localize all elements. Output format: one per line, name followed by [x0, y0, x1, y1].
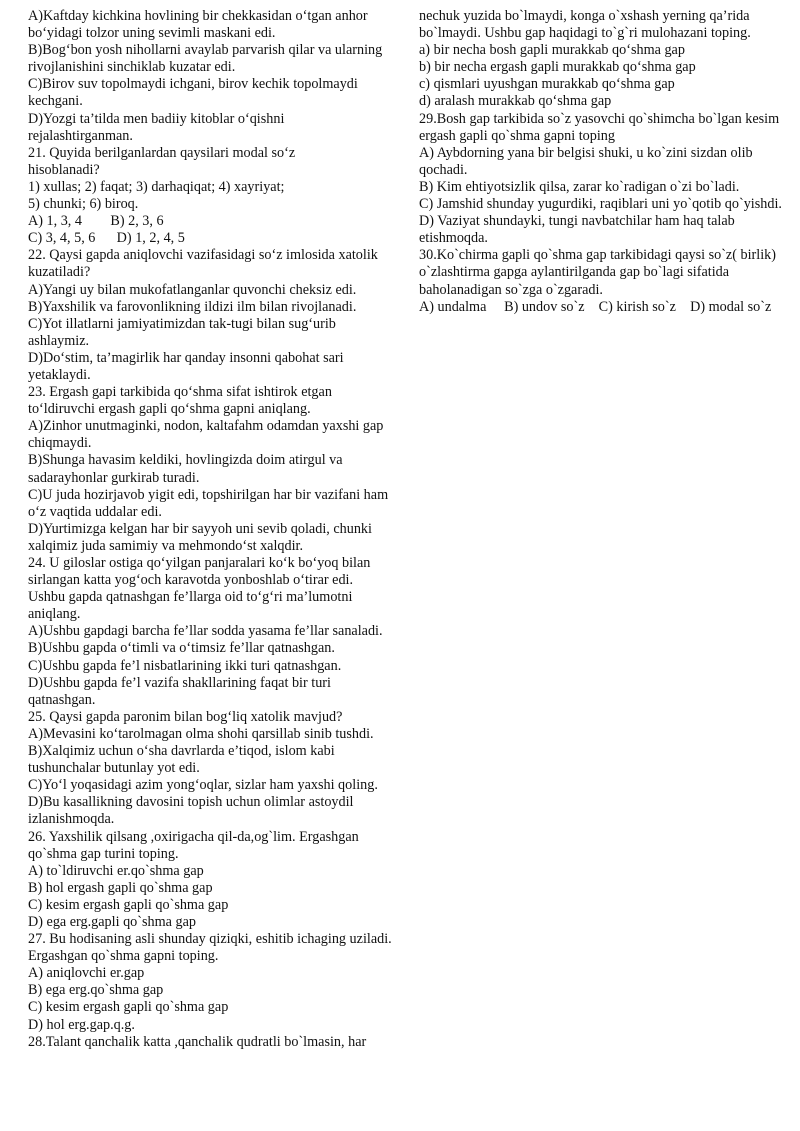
- text-line: 25. Qaysi gapda paronim bilan bog‘liq xatolik mavjud?: [28, 708, 343, 725]
- text-line: o‘z vaqtida uddalar edi.: [28, 503, 162, 520]
- text-line: kuzatiladi?: [28, 264, 91, 281]
- text-line: D)Yozgi ta’tilda men badiiy kitoblar o‘qishni: [28, 110, 285, 127]
- text-line: Ergashgan qo`shma gapni toping.: [28, 948, 219, 965]
- text-line: D)Bu kasallikning davosini topish uchun olimlar astoydil: [28, 794, 354, 811]
- text-line: 23. Ergash gapi tarkibida qo‘shma sifat ishtirok etgan: [28, 384, 332, 401]
- text-line: hisoblanadi?: [28, 161, 100, 178]
- text-line: D) ega erg.gapli qo`shma gap: [28, 913, 196, 930]
- text-line: bo‘yidagi tolzor uning sevimli maskani edi.: [28, 25, 276, 42]
- text-line: kechgani.: [28, 93, 83, 110]
- text-line: ergash gapli qo`shma gapni toping: [419, 127, 615, 144]
- text-line: 30.Ko`chirma gapli qo`shma gap tarkibidagi qaysi so`z( birlik): [419, 247, 776, 264]
- text-line: aniqlang.: [28, 606, 81, 623]
- text-line: C) kesim ergash gapli qo`shma gap: [28, 896, 229, 913]
- text-line: xalqimiz juda samimiy va mehmondo‘st xalqdir.: [28, 537, 304, 554]
- text-line: 21. Quyida berilganlardan qaysilari modal so‘z: [28, 144, 296, 161]
- text-line: C)Birov suv topolmaydi ichgani, birov kechik topolmaydi: [28, 76, 358, 93]
- text-line: D)Ushbu gapda fe’l vazifa shakllarining faqat bir turi: [28, 674, 331, 691]
- text-line: c) qismlari uyushgan murakkab qo‘shma gap: [419, 76, 675, 93]
- text-line: 28.Talant qanchalik katta ,qanchalik qudratli bo`lmasin, har: [28, 1033, 367, 1050]
- text-line: D)Yurtimizga kelgan har bir sayyoh uni sevib qoladi, chunki: [28, 520, 372, 537]
- text-line: A) Aybdorning yana bir belgisi shuki, u ko`zini sizdan olib: [419, 144, 753, 161]
- text-line: baholanadigan so`zga o`zgaradi.: [419, 281, 603, 298]
- text-line: C)Yot illatlarni jamiyatimizdan tak-tugi bilan sug‘urib: [28, 315, 336, 332]
- text-line: A)Zinhor unutmaginki, nodon, kaltafahm odamdan yaxshi gap: [28, 418, 384, 435]
- text-line: tushunchalar butunlay yot edi.: [28, 760, 200, 777]
- text-line: nechuk yuzida bo`lmaydi, konga o`xshash yerning qa’rida: [419, 8, 750, 24]
- text-line: qatnashgan.: [28, 691, 96, 708]
- text-line: 24. U giloslar ostiga qo‘yilgan panjaralari ko‘k bo‘yoq bilan: [28, 555, 371, 571]
- text-line: B) hol ergash gapli qo`shma gap: [28, 879, 213, 896]
- text-line: Ushbu gapda qatnashgan fe’llarga oid to‘g‘ri ma’lumotni: [28, 589, 353, 606]
- text-line: sadarayhonlar gurkirab turadi.: [28, 469, 200, 486]
- text-line: D) Vaziyat shundayki, tungi navbatchilar ham haq talab: [419, 213, 735, 230]
- left-column: [28, 8, 410, 1051]
- text-line: 27. Bu hodisaning asli shunday qiziqki, eshitib ichaging uziladi.: [28, 931, 392, 948]
- text-line: B)Bog‘bon yosh nihollarni avaylab parvarish qilar va ularning: [28, 42, 383, 59]
- text-line: o`zlashtirma gapga aylantirilganda gap bo`lagi sifatida: [419, 264, 730, 281]
- text-line: bo`lmaydi. Ushbu gap haqidagi to`g`ri mulohazani toping.: [419, 25, 751, 42]
- text-line: B)Yaxshilik va farovonlikning ildizi ilm bilan rivojlanadi.: [28, 298, 357, 315]
- text-line: rivojlanishini sinchiklab kuzatar edi.: [28, 59, 236, 76]
- text-line: 22. Qaysi gapda aniqlovchi vazifasidagi so‘z imlosida xatolik: [28, 247, 378, 264]
- text-line: A)Kaftday kichkina hovlining bir chekkasidan o‘tgan anhor: [28, 8, 368, 24]
- text-line: A) undalma B) undov so`z C) kirish so`z D) modal so`z: [419, 298, 772, 315]
- text-line: b) bir necha ergash gapli murakkab qo‘shma gap: [419, 59, 696, 76]
- text-line: 1) xullas; 2) faqat; 3) darhaqiqat; 4) xayriyat;: [28, 178, 285, 195]
- text-line: yetaklaydi.: [28, 366, 91, 383]
- text-line: B)Shunga havasim keldiki, hovlingizda doim atirgul va: [28, 452, 343, 469]
- text-line: D) hol erg.gap.q.g.: [28, 1016, 135, 1033]
- text-line: chiqmaydi.: [28, 435, 92, 452]
- text-line: B) ega erg.qo`shma gap: [28, 982, 164, 999]
- text-line: A)Yangi uy bilan mukofatlanganlar quvonchi cheksiz edi.: [28, 281, 357, 298]
- text-line: B)Ushbu gapda o‘timli va o‘timsiz fe’llar qatnashgan.: [28, 640, 335, 657]
- text-line: D)Do‘stim, ta’magirlik har qanday insonni qabohat sari: [28, 349, 344, 366]
- text-line: A)Mevasini ko‘tarolmagan olma shohi qarsillab sinib tushdi.: [28, 725, 374, 742]
- text-line: sirlangan katta yog‘och karavotda yonboshlab o‘tirar edi.: [28, 572, 354, 589]
- text-line: A) 1, 3, 4 B) 2, 3, 6: [28, 213, 164, 230]
- text-line: C)U juda hozirjavob yigit edi, topshirilgan har bir vazifani ham: [28, 486, 389, 503]
- text-line: izlanishmoqda.: [28, 811, 115, 828]
- text-line: C) 3, 4, 5, 6 D) 1, 2, 4, 5: [28, 230, 185, 247]
- text-line: A) aniqlovchi er.gap: [28, 965, 145, 982]
- text-line: to‘ldiruvchi ergash gapli qo‘shma gapni aniqlang.: [28, 401, 311, 418]
- text-line: a) bir necha bosh gapli murakkab qo‘shma gap: [419, 42, 685, 59]
- text-line: 5) chunki; 6) biroq.: [28, 196, 139, 213]
- text-line: C) Jamshid shunday yugurdiki, raqiblari uni yo`qotib qo`yishdi.: [419, 196, 782, 213]
- text-line: ashlaymiz.: [28, 332, 90, 349]
- text-line: qo`shma gap turini toping.: [28, 845, 179, 862]
- text-line: d) aralash murakkab qo‘shma gap: [419, 93, 612, 110]
- text-line: A)Ushbu gapdagi barcha fe’llar sodda yasama fe’llar sanaladi.: [28, 623, 383, 640]
- text-line: C)Yo‘l yoqasidagi azim yong‘oqlar, sizlar ham yaxshi qoling.: [28, 777, 378, 794]
- text-line: qochadi.: [419, 161, 468, 178]
- text-line: B) Kim ehtiyotsizlik qilsa, zarar ko`radigan o`zi bo`ladi.: [419, 178, 740, 195]
- text-line: B)Xalqimiz uchun o‘sha davrlarda e’tiqod, islom kabi: [28, 743, 335, 760]
- right-column: [419, 8, 795, 316]
- text-line: 26. Yaxshilik qilsang ,oxirigacha qil-da,og`lim. Ergashgan: [28, 828, 359, 845]
- text-line: C)Ushbu gapda fe’l nisbatlarining ikki turi qatnashgan.: [28, 657, 342, 674]
- text-line: 29.Bosh gap tarkibida so`z yasovchi qo`shimcha bo`lgan kesim: [419, 110, 780, 127]
- text-line: A) to`ldiruvchi er.qo`shma gap: [28, 862, 204, 879]
- text-line: C) kesim ergash gapli qo`shma gap: [28, 999, 229, 1016]
- text-line: rejalashtirganman.: [28, 127, 133, 144]
- text-line: etishmoqda.: [419, 230, 488, 247]
